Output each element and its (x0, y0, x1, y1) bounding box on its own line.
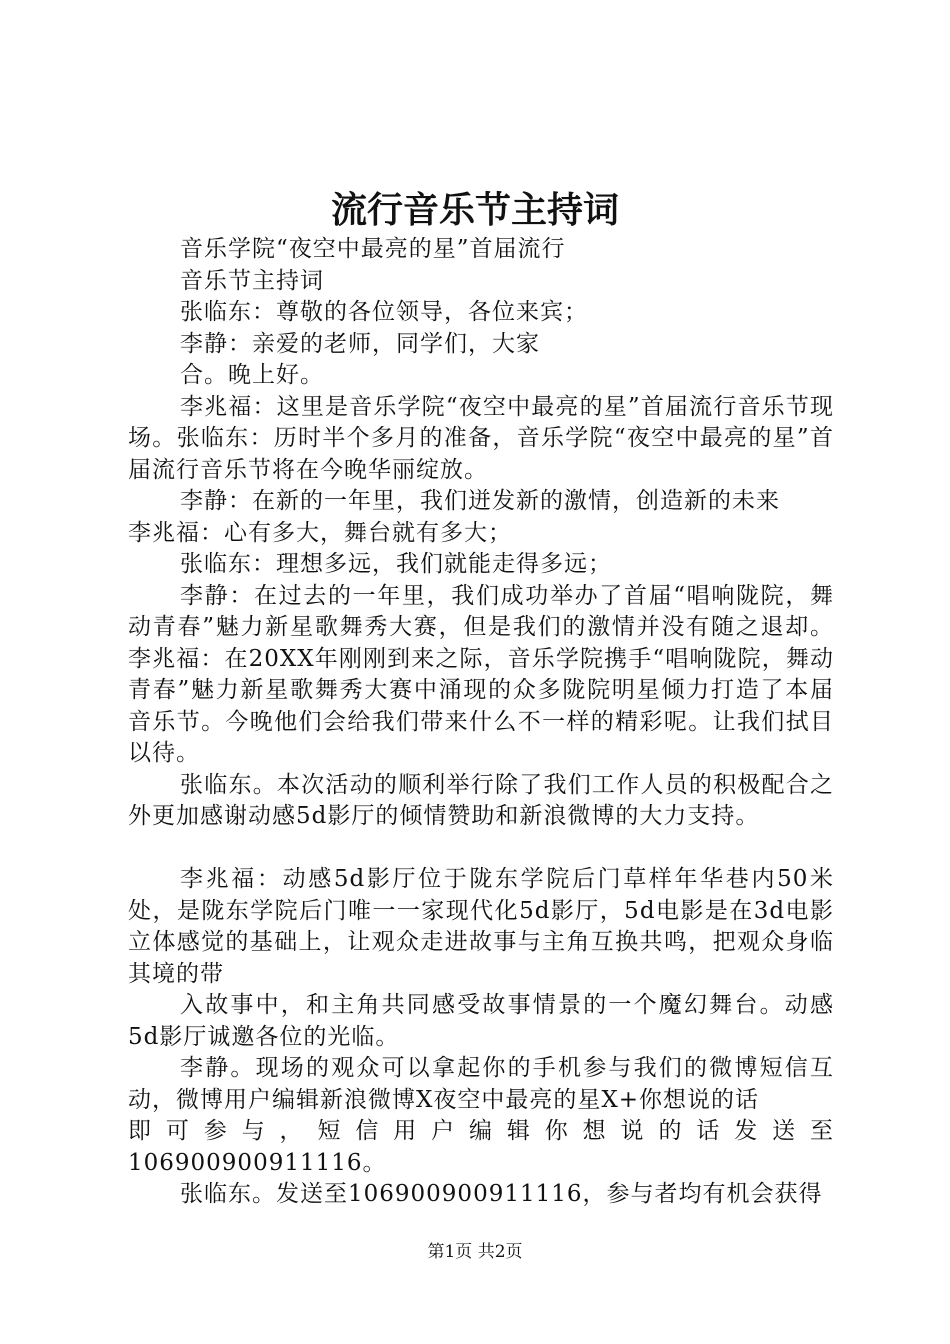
paragraph: 李静。现场的观众可以拿起你的手机参与我们的微博短信互动，微博用户编辑新浪微博X夜空中最亮的星X+你想说的话 (128, 1055, 834, 1113)
document-title: 流行音乐节主持词 (330, 189, 619, 231)
paragraph: 即可参与，短信用户编辑你想说的话发送至 (128, 1118, 834, 1144)
intro-line: 张临东：尊敬的各位领导，各位来宾； (180, 299, 588, 325)
intro-line: 合。晚上好。 (180, 362, 324, 388)
paragraph: 张临东：理想多远，我们就能走得多远； (180, 551, 612, 577)
intro-line: 音乐节主持词 (180, 267, 324, 294)
paragraph: 李兆福：动感5d影厅位于陇东学院后门草样年华巷内50米处，是陇东学院后门唯一一家现代化5d影厅，5d电影是在3d电影立体感觉的基础上，让观众走进故事与主角互换共鸣，把观众身临其境的带 (128, 866, 834, 987)
paragraph: 张临东。本次活动的顺利举行除了我们工作人员的积极配合之外更加感谢动感5d影厅的倾情赞助和新浪微博的大力支持。 (128, 771, 834, 829)
paragraph: 106900900911116。 (128, 1149, 387, 1176)
paragraph: 张临东。发送至106900900911116，参与者均有机会获得 (180, 1181, 823, 1207)
paragraph: 入故事中，和主角共同感受故事情景的一个魔幻舞台。动感5d影厅诚邀各位的光临。 (128, 992, 834, 1050)
blank-line (128, 833, 834, 865)
paragraph: 李静：在过去的一年里，我们成功举办了首届“唱响陇院，舞动青春”魅力新星歌舞秀大赛，但是我们的激情并没有随之退却。李兆福：在20XX年刚刚到来之际，音乐学院携手“唱响陇院，舞动青春”魅力新星歌舞秀大赛中涌现的众多陇院明星倾力打造了本届音乐节。今晚他们会给我们带来什么不一样的精彩呢。让我们拭目以待。 (128, 582, 834, 766)
paragraph: 李静：在新的一年里，我们迸发新的激情，创造新的未来 (180, 488, 780, 514)
document-body (128, 234, 834, 1211)
intro-line: 音乐学院“夜空中最亮的星”首届流行 (180, 236, 566, 262)
page-footer: 第1页 共2页 (427, 1242, 523, 1262)
intro-line: 李静：亲爱的老师，同学们，大家 (180, 330, 540, 357)
paragraph: 李兆福：心有多大，舞台就有多大； (128, 519, 512, 546)
paragraph: 李兆福：这里是音乐学院“夜空中最亮的星”首届流行音乐节现场。张临东：历时半个多月的准备，音乐学院“夜空中最亮的星”首届流行音乐节将在今晚华丽绽放。 (128, 393, 834, 483)
